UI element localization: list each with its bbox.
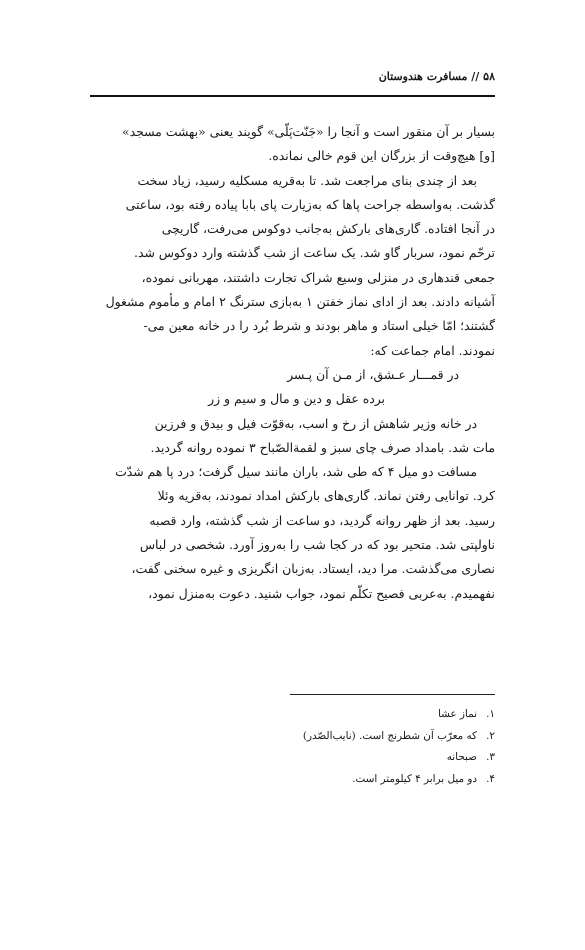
footnote-2 [90,726,495,748]
header-rule [90,95,495,97]
text-line: نمودند. امام جماعت که: [370,342,495,358]
text-line: گذشت. به‌واسطه جراحت پاها که به‌زیارت پای بابا پیاده رفته بود، ساعتی [125,196,495,212]
verse-line: برده عقل و دین و مال و سیم و زر [208,391,385,407]
verse-line: در قمـــار عـشق، از مـن آن پـسر [287,366,459,382]
footnote-4 [90,769,495,791]
footnote-number: ۱. [486,708,495,720]
text-line: جمعی قندهاری در منزلی وسیع شراک تجارت داشتند، مهربانی نموده، [141,269,495,285]
text-line: آشیانه دادند. بعد از ادای نماز خفتن ۱ به‌بازی سترنگ ۲ امام و مأموم مشغول [105,294,495,310]
text-line: [و] هیچ‌وقت از بزرگان این قوم خالی نمانده. [268,148,495,164]
text-line: در آنجا افتاده. گاری‌های بارکش به‌جانب دوکوس می‌رفت، گاریچی [161,221,495,237]
text-line: ناولپتی شد. متحیر بود که در کجا شب را به‌روز آورد. شخصی در لباس [139,537,495,553]
text-line: بسیار بر آن منقور است و آنجا را «جَنّت‌پَلّی» گویند یعنی «بهشت مسجد» [121,124,495,139]
footnote-text: که معرّب آن شطرنج است. (نایب‌الصّدر) [302,729,477,742]
footnote-rule [290,694,495,695]
footnote-3 [90,747,495,769]
text-line: نفهمیدم. به‌عربی فصیح تکلّم نمود، جواب شنید. دعوت به‌منزل نمود، [148,585,495,601]
text-line: مسافت دو میل ۴ که طی شد، باران مانند سیل گرفت؛ درد پا هم شدّت [115,464,477,480]
footnotes [90,704,495,790]
text-line: ترحّم نمود، سربار گاو شد. یک ساعت از شب گذشته وارد دوکوس شد. [134,245,495,261]
page-number: ۵۸ [483,70,495,83]
running-title: مسافرت هندوستان [378,70,468,83]
footnote-text: نماز عشا [437,708,477,720]
text-line: نصاری می‌گذشت. مرا دید، ایستاد. به‌زبان انگریزی و غیره سخنی گفت، [131,561,495,577]
text-line: بعد از چندی بنای مراجعت شد. تا به‌قریه مسکلیه رسید، زیاد سخت [137,172,477,188]
text-line: مات شد. بامداد صرف چای سبز و لقمةالصّباح ۳ نموده روانه گردید. [150,439,495,455]
footnote-text: دو میل برابر ۴ کیلومتر است. [352,772,477,785]
header-separator: // [471,70,480,83]
footnote-text: صبحانه [446,751,477,763]
text-line: رسید. بعد از ظهر روانه گردید، دو ساعت از شب گذشته، وارد قصبه [149,512,495,528]
text-line: گشتند؛ امّا خیلی استاد و ماهر بودند و شرط بُرد را در خانه معین می‌- [143,318,495,334]
text-line: در خانه وزیر شاهش از رخ و اسب، به‌قوّت فیل و بیدق و فرزین [154,415,477,431]
footnote-1 [90,704,495,726]
running-header [90,70,495,92]
footnote-number: ۳. [486,751,495,763]
footnote-number: ۲. [486,729,495,742]
footnote-number: ۴. [486,772,495,785]
body-text [90,120,495,606]
text-line: کرد. توانایی رفتن نماند. گاری‌های بارکش امداد نمودند، به‌قریه وئلا [157,488,495,504]
